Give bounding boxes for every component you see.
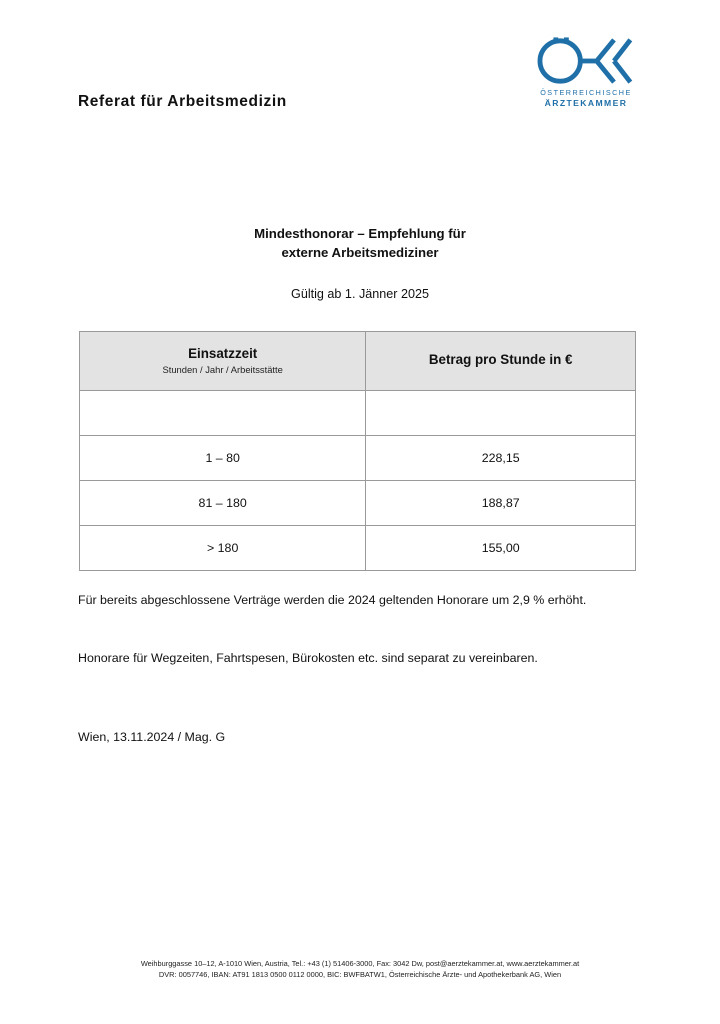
cell-amount: 188,87 bbox=[366, 481, 636, 526]
column-header-betrag bbox=[366, 332, 636, 391]
document-header bbox=[78, 36, 660, 128]
document-footer bbox=[0, 958, 720, 981]
cell-amount: 228,15 bbox=[366, 436, 636, 481]
rates-table-container bbox=[79, 331, 636, 571]
page-title: Referat für Arbeitsmedizin bbox=[78, 93, 287, 110]
table-spacer-cell-left bbox=[80, 391, 366, 436]
signature-line: Wien, 13.11.2024 / Mag. G bbox=[78, 730, 226, 744]
table-row bbox=[80, 436, 636, 481]
table-header bbox=[80, 332, 636, 391]
organization-logo bbox=[512, 36, 660, 108]
logo-text-primary: ÖSTERREICHISCHE bbox=[540, 88, 632, 97]
cell-range: 81 – 180 bbox=[80, 481, 366, 526]
oeaek-logo-icon bbox=[514, 36, 658, 86]
table-spacer-row bbox=[80, 391, 636, 436]
rates-table bbox=[79, 331, 636, 571]
table-body bbox=[80, 391, 636, 571]
cell-amount: 155,00 bbox=[366, 526, 636, 571]
table-header-row bbox=[80, 332, 636, 391]
document-title-line-2: externe Arbeitsmediziner bbox=[281, 245, 439, 261]
body-paragraph-1: Für bereits abgeschlossene Verträge werden die 2024 geltenden Honorare um 2,9 % erhöht. bbox=[78, 593, 587, 607]
column-header-einsatzzeit-sub: Stunden / Jahr / Arbeitsstätte bbox=[162, 364, 283, 376]
cell-range: 1 – 80 bbox=[80, 436, 366, 481]
column-header-einsatzzeit-main: Einsatzzeit bbox=[188, 345, 258, 361]
table-row bbox=[80, 526, 636, 571]
document-title bbox=[0, 224, 720, 262]
logo-text-secondary: ÄRZTEKAMMER bbox=[544, 98, 628, 108]
cell-range: > 180 bbox=[80, 526, 366, 571]
document-subtitle: Gültig ab 1. Jänner 2025 bbox=[291, 287, 429, 301]
footer-line-1: Weihburggasse 10–12, A-1010 Wien, Austria, Tel.: +43 (1) 51406-3000, Fax: 3042 Dw, post@aerztekammer.at, www.aerztekammer.at bbox=[140, 959, 580, 968]
document-title-line-1: Mindesthonorar – Empfehlung für bbox=[254, 226, 466, 241]
column-header-betrag-main: Betrag pro Stunde in € bbox=[428, 352, 573, 368]
body-paragraph-2: Honorare für Wegzeiten, Fahrtspesen, Bürokosten etc. sind separat zu vereinbaren. bbox=[78, 651, 538, 665]
column-header-einsatzzeit bbox=[80, 332, 366, 391]
footer-line-2: DVR: 0057746, IBAN: AT91 1813 0500 0112 0000, BIC: BWFBATW1, Österreichische Ärzte- und Apothekerbank AG, Wien bbox=[158, 970, 562, 980]
table-row bbox=[80, 481, 636, 526]
table-spacer-cell-right bbox=[366, 391, 636, 436]
